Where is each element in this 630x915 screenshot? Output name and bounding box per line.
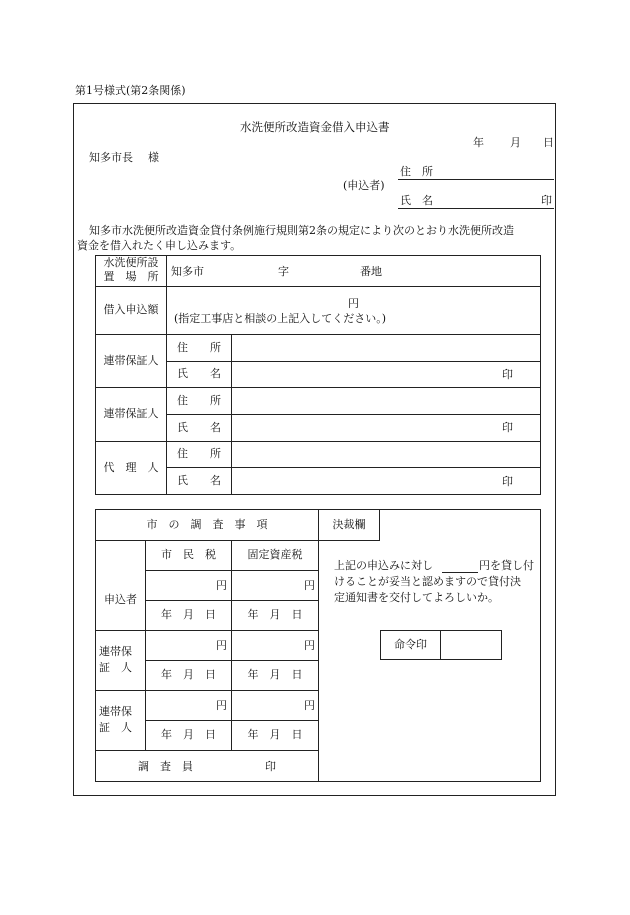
order-seal-label: 命令印 (394, 637, 427, 651)
agent-addr-label: 住 所 (177, 447, 221, 461)
city-tax-header: 市 民 税 (161, 548, 216, 562)
guarantor-2-property-tax-date: 年 月 日 (247, 728, 303, 742)
applicant-address-line[interactable] (398, 179, 554, 180)
surveyor-seal: 印 (265, 760, 276, 773)
property-tax-header: 固定資産税 (247, 548, 303, 562)
applicant-seal: 印 (541, 194, 552, 207)
agent-name-label: 氏 名 (177, 474, 221, 488)
applicant-name-line[interactable] (398, 208, 554, 209)
form-title: 水洗便所改造資金借入申込書 (240, 120, 390, 134)
guarantor-1-property-tax-yen: 円 (304, 639, 315, 652)
addressee-name: 知多市長 (89, 151, 133, 164)
location-aza: 字 (278, 265, 289, 278)
applicant-label: (申込者) (343, 179, 385, 192)
decision-text-2: けることが妥当と認めますので貸付決 (334, 575, 521, 588)
amount-label: 借入申込額 (103, 303, 159, 317)
applicant-city-tax-yen: 円 (216, 579, 227, 592)
applicant-property-tax-yen: 円 (304, 579, 315, 592)
guarantor-1-addr-label: 住 所 (177, 340, 221, 354)
addressee-honorific: 様 (148, 151, 159, 164)
row-guarantor-2-label-a: 連帯保 (99, 705, 132, 718)
surveyor-label: 調 査 員 (138, 760, 193, 773)
survey-header: 市 の 調 査 事 項 (146, 517, 268, 531)
decision-text-1b: 円を貸し付 (479, 559, 534, 572)
decision-header: 決裁欄 (332, 517, 366, 531)
row-guarantor-1-label-a: 連帯保 (99, 645, 132, 658)
guarantor-1-label: 連帯保証人 (103, 353, 159, 367)
guarantor-2-label: 連帯保証人 (103, 407, 159, 421)
intro-line-1: 知多市水洗便所改造資金貸付条例施行規則第2条の規定により次のとおり水洗便所改造 (89, 224, 514, 237)
date-month: 月 (510, 136, 521, 149)
applicant-city-tax-date: 年 月 日 (161, 608, 216, 622)
applicant-property-tax-date: 年 月 日 (247, 608, 303, 622)
location-label-2: 置 場 所 (103, 270, 159, 284)
applicant-address-label: 住 所 (400, 165, 433, 178)
decision-text-1a: 上記の申込みに対し (334, 559, 433, 572)
guarantor-2-addr-label: 住 所 (177, 393, 221, 407)
location-city: 知多市 (171, 265, 204, 278)
guarantor-1-seal: 印 (502, 368, 513, 381)
guarantor-2-city-tax-date: 年 月 日 (161, 728, 216, 742)
intro-line-2: 資金を借入れたく申し込みます。 (77, 239, 242, 252)
applicant-name-label: 氏 名 (400, 194, 433, 207)
decision-text-3: 定通知書を交付してよろしいか。 (334, 591, 499, 604)
guarantor-2-city-tax-yen: 円 (216, 699, 227, 712)
guarantor-1-city-tax-yen: 円 (216, 639, 227, 652)
row-guarantor-2-label-b: 証 人 (99, 721, 132, 734)
guarantor-2-seal: 印 (502, 421, 513, 434)
agent-seal: 印 (502, 475, 513, 488)
agent-label: 代 理 人 (103, 461, 159, 475)
location-label-1: 水洗便所設 (103, 255, 159, 269)
guarantor-1-city-tax-date: 年 月 日 (161, 668, 216, 682)
row-applicant-label: 申込者 (104, 593, 137, 607)
guarantor-2-property-tax-yen: 円 (304, 699, 315, 712)
amount-yen: 円 (348, 297, 359, 310)
amount-note: (指定工事店と相談の上記入してください。) (174, 312, 387, 325)
guarantor-2-name-label: 氏 名 (177, 420, 221, 434)
row-guarantor-1-label-b: 証 人 (99, 661, 132, 674)
form-label: 第1号様式(第2条関係) (75, 84, 186, 97)
guarantor-1-name-label: 氏 名 (177, 367, 221, 381)
location-banchi: 番地 (360, 265, 382, 278)
date-day: 日 (543, 136, 554, 149)
decision-amount-line[interactable] (442, 572, 478, 573)
guarantor-1-property-tax-date: 年 月 日 (247, 668, 303, 682)
date-year: 年 (473, 136, 484, 149)
